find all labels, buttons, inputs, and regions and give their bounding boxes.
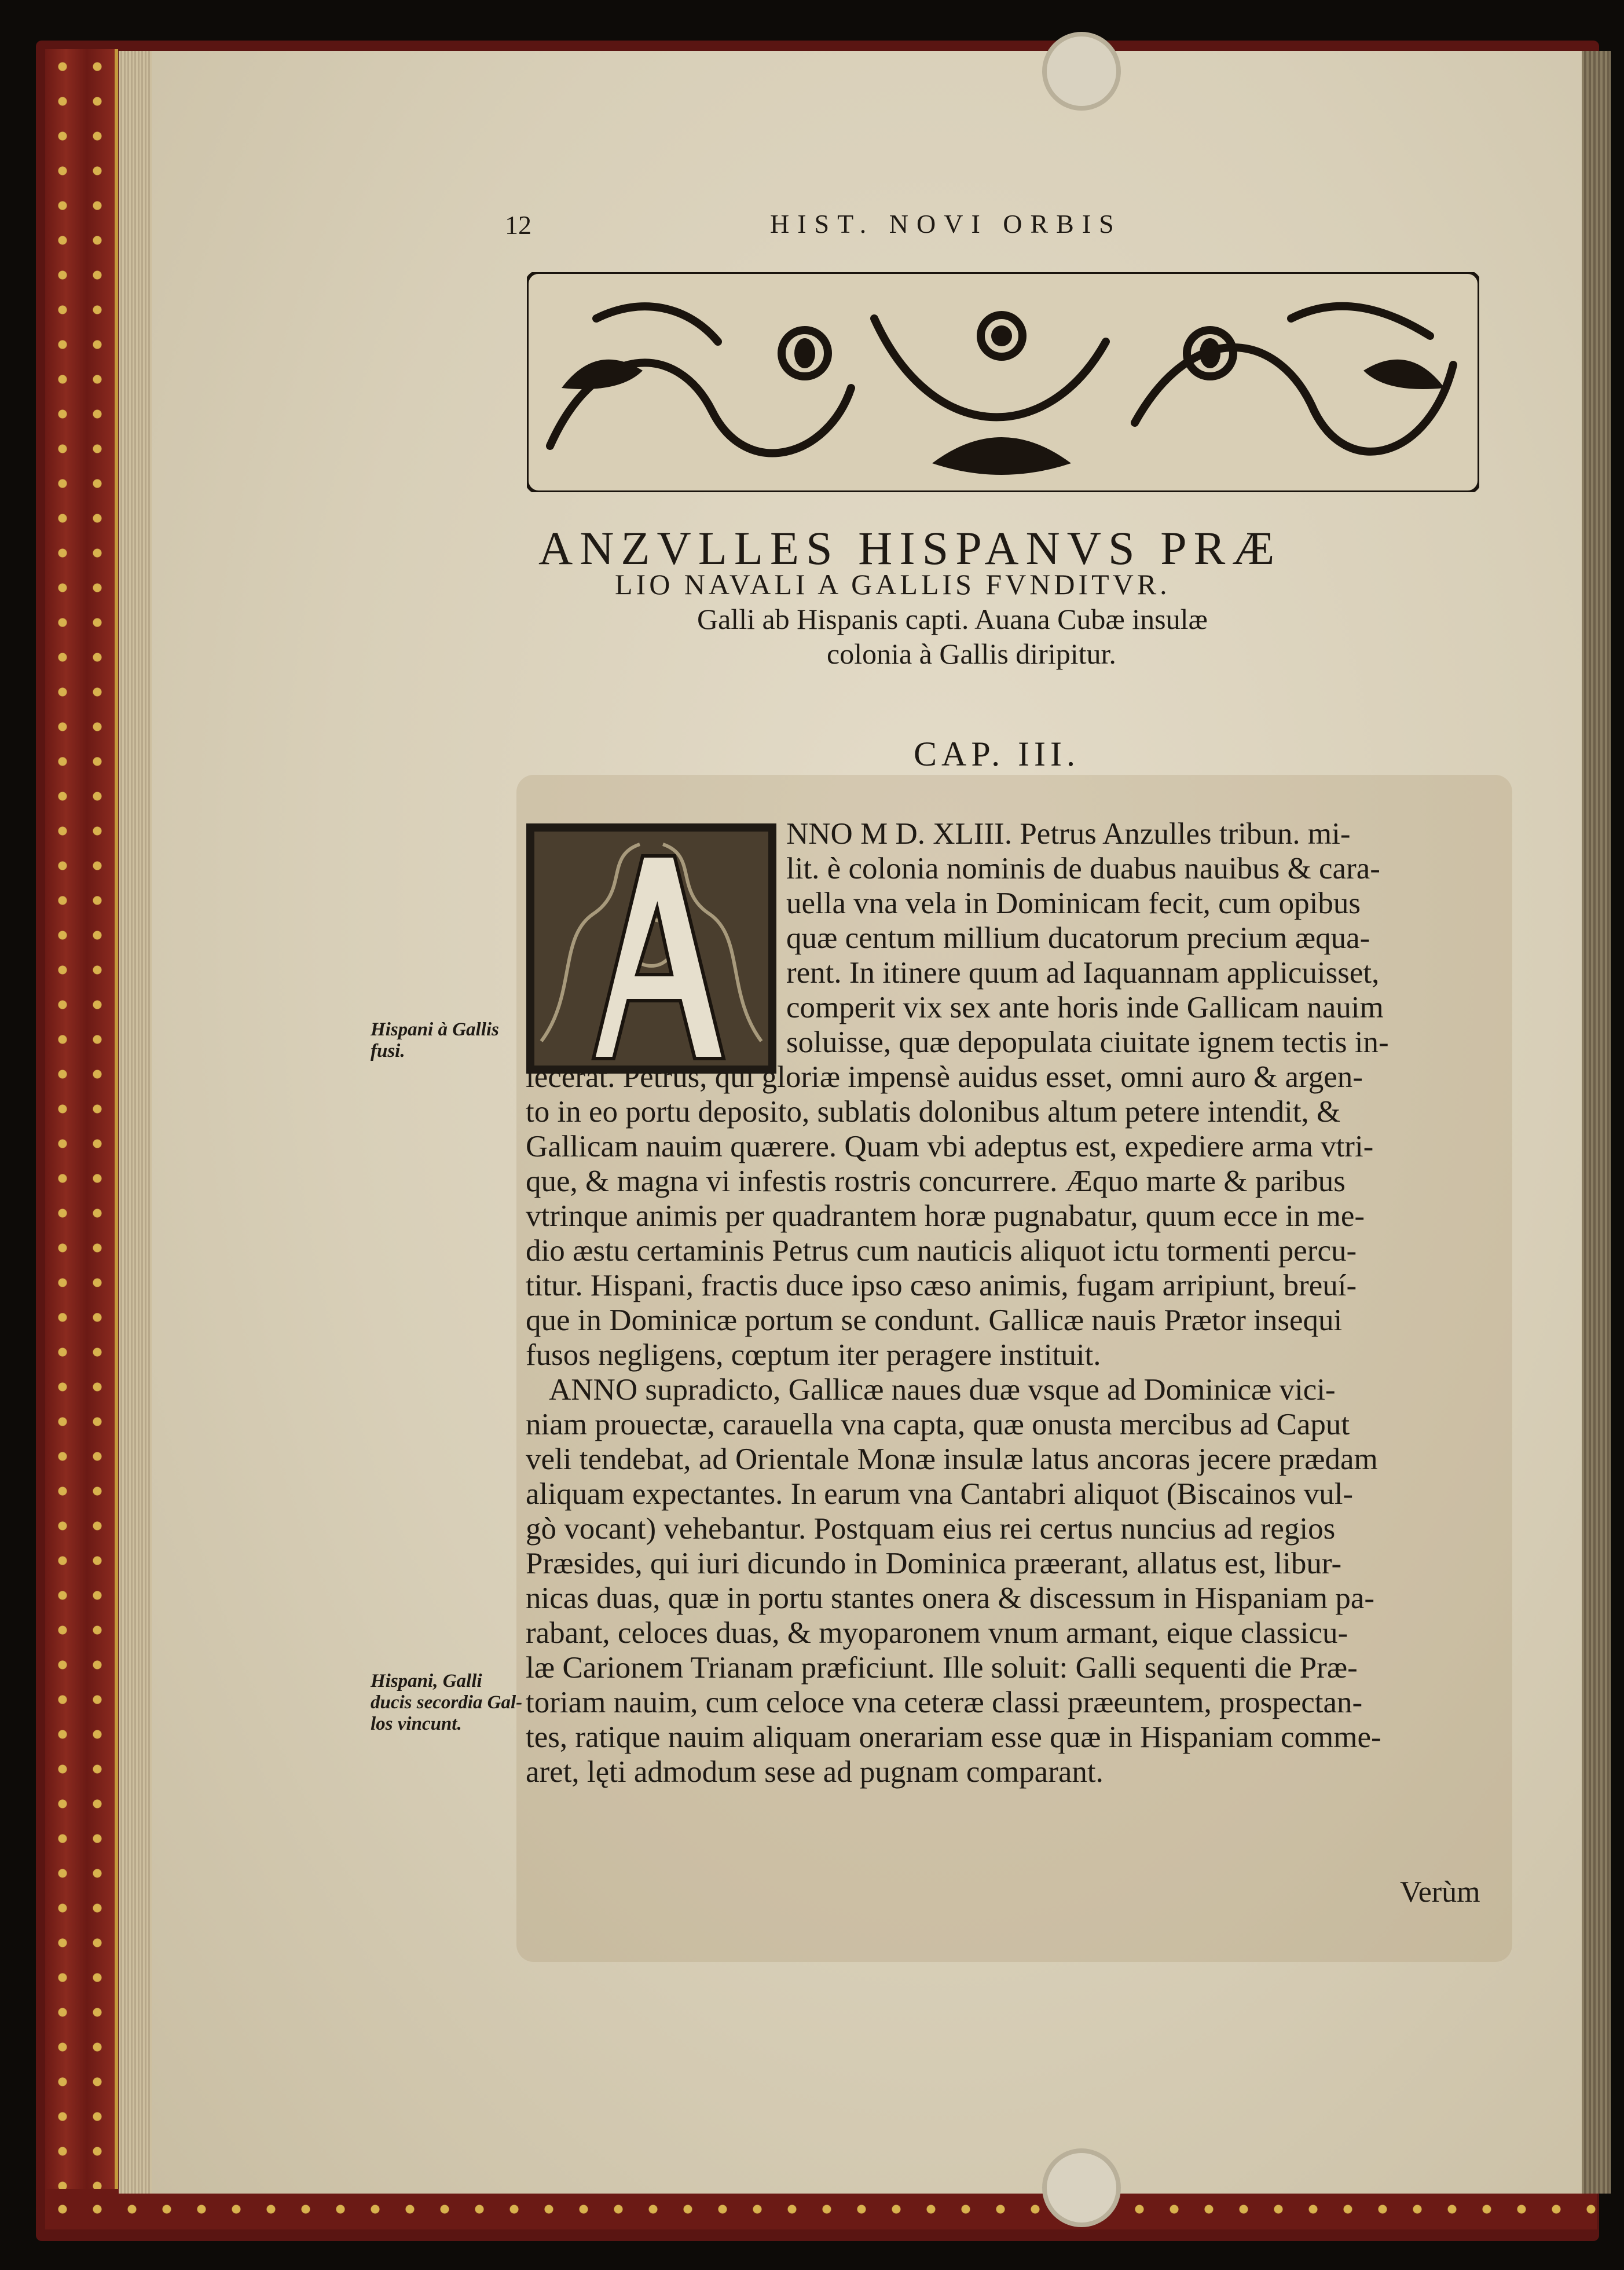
body-line: veli tendebat, ad Orientale Monæ insulæ latus ancoras jecere prædam [526,1442,1378,1476]
body-line: titur. Hispani, fractis duce ipso cæso animis, fugam arripiunt, breuí- [526,1269,1357,1302]
body-line: que, & magna vi infestis rostris concurrere. Æquo marte & paribus [526,1165,1346,1198]
body-line: Præsides, qui iuri dicundo in Dominica præerant, allatus est, libur- [526,1547,1342,1580]
body-line: toriam nauim, cum celoce vna ceteræ classi præeuntem, prospectan- [526,1686,1363,1719]
chapter-title-line-4: colonia à Gallis diripitur. [827,638,1116,670]
body-line: aliquam expectantes. In earum vna Cantabri aliquot (Biscainos vul- [526,1477,1354,1511]
body-line: rabant, celoces duas, & myoparonem vnum armant, eique classicu- [526,1616,1348,1650]
chapter-number: CAP. III. [914,735,1080,773]
marginal-note-line: los vincunt. [371,1714,462,1734]
running-head: HIST. NOVI ORBIS [770,209,1122,239]
body-line: uella vna vela in Dominicam fecit, cum opibus [786,887,1361,920]
body-line: fusos negligens, cœptum iter peragere instituit. [526,1338,1101,1372]
top-clip [1042,32,1121,111]
body-line: NNO M D. XLIII. Petrus Anzulles tribun. mi- [786,817,1351,851]
gilt-border-left [45,49,118,2227]
body-line: soluisse, quæ depopulata ciuitate ignem tectis in- [786,1026,1389,1059]
decorative-headpiece [527,272,1479,492]
body-line: Gallicam nauim quærere. Quam vbi adeptus est, expediere arma vtri- [526,1130,1374,1163]
marginal-note [371,1019,499,1062]
marginal-note-line: Hispani à Gallis [371,1019,499,1040]
body-line: quæ centum millium ducatorum precium æqua- [786,921,1370,955]
catchword: Verùm [1400,1876,1480,1909]
page-edges-left [119,51,153,2194]
bottom-clip [1042,2148,1121,2227]
chapter-title-line-2: LIO NAVALI A GALLIS FVNDITVR. [615,568,1171,601]
body-line: tes, ratique nauim aliquam onerariam esse quæ in Hispaniam commе- [526,1720,1381,1754]
body-line: iecerat. Petrus, qui gloriæ impensè auidus esset, omni auro & argen- [526,1060,1363,1094]
page-edges-right [1582,51,1611,2194]
body-line: niam prouectæ, carauella vna capta, quæ onusta mercibus ad Caput [526,1408,1350,1441]
body-line: aret, lęti admodum sese ad pugnam comparant. [526,1755,1104,1789]
body-line: rent. In itinere quum ad Iaquannam applicuisset, [786,956,1380,990]
body-line: dio æstu certaminis Petrus cum nauticis aliquot ictu tormenti percu- [526,1234,1357,1268]
body-line: lit. è colonia nominis de duabus nauibus & cara- [786,852,1380,885]
body-text [526,817,1510,1859]
marginal-note [371,1671,522,1735]
body-line: læ Carionem Trianam præficiunt. Ille soluit: Galli sequenti die Præ- [526,1651,1358,1685]
body-line: que in Dominicæ portum se condunt. Gallicæ nauis Prætor insequi [526,1304,1343,1337]
body-line: to in eo portu deposito, sublatis dolonibus altum petere intendit, & [526,1095,1341,1129]
body-line: ANNO supradicto, Gallicæ naues duæ vsque ad Dominicæ vici- [549,1373,1336,1407]
body-line: comperit vix sex ante horis inde Gallicam nauim [786,991,1384,1024]
page-number: 12 [505,210,531,240]
body-line: vtrinque animis per quadrantem horæ pugnabatur, quum ecce in me- [526,1199,1365,1233]
gilt-border-bottom [45,2189,1597,2229]
marginal-note-line: Hispani, Galli [371,1671,482,1691]
marginal-note-line: fusi. [371,1041,405,1061]
body-line: nicas duas, quæ in portu stantes onera & discessum in Hispaniam pa- [526,1581,1375,1615]
marginal-note-line: ducis secordia Gal- [371,1692,523,1713]
chapter-title-line-1: ANZVLLES HISPANVS PRÆ [538,522,1282,574]
body-line: gò vocant) vehebantur. Postquam eius rei certus nuncius ad regios [526,1512,1336,1546]
chapter-title-line-3: Galli ab Hispanis capti. Auana Cubæ insulæ [697,603,1208,635]
